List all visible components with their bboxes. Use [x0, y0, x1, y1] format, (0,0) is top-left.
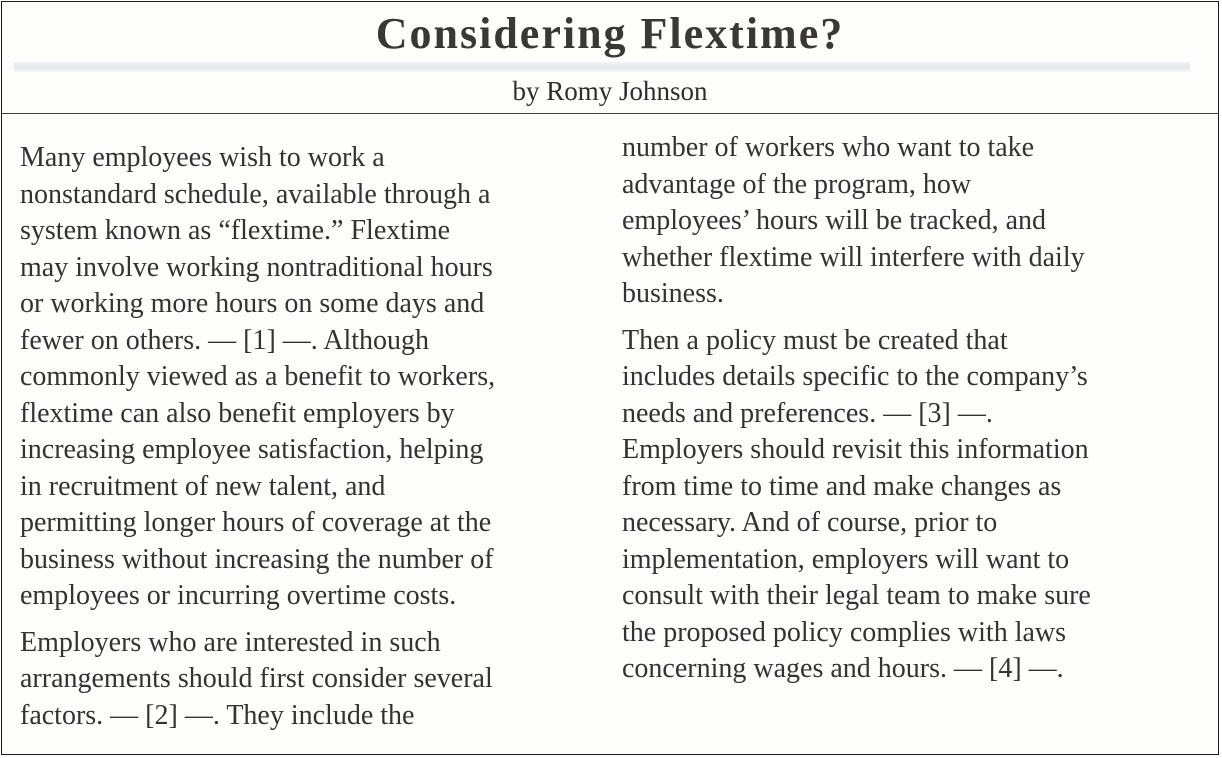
text-line: flextime can also benefit employers by [20, 397, 455, 429]
text-line: or working more hours on some days and [20, 288, 485, 319]
article-title: Considering Flextime? [375, 9, 845, 58]
text-line: business. [622, 278, 724, 309]
text-line: necessary. And of course, prior to [622, 507, 998, 538]
text-line: needs and preferences. — [3] —. [622, 397, 993, 429]
text-line: employees’ hours will be tracked, and [622, 205, 1047, 236]
text-line: Employers who are interested in such [20, 626, 441, 658]
text-line: Employers should revisit this information [622, 434, 1089, 465]
paragraph-gap [622, 313, 1091, 323]
text-line: increasing employee satisfaction, helping [20, 434, 484, 465]
text-line: concerning wages and hours. — [4] —. [622, 653, 1064, 684]
title-rule [14, 62, 1190, 72]
left-column [20, 140, 495, 734]
paragraph-employers-continued [622, 130, 1091, 313]
text-line: nonstandard schedule, available through a [20, 178, 491, 210]
text-line: Many employees wish to work a [20, 142, 385, 173]
text-line: the proposed policy complies with laws [622, 616, 1067, 648]
text-line: consult with their legal team to make sure [622, 580, 1091, 611]
text-line: in recruitment of new talent, and [20, 470, 386, 502]
header-divider [2, 113, 1218, 114]
text-line: fewer on others. — [1] —. Although [20, 324, 430, 356]
paragraph-gap [20, 615, 495, 625]
text-line: whether flextime will interfere with daily [622, 241, 1085, 273]
text-line: business without increasing the number of [20, 543, 494, 575]
text-line: advantage of the program, how [622, 168, 972, 200]
text-line: may involve working nontraditional hours [20, 251, 493, 283]
text-line: system known as “flextime.” Flextime [20, 215, 451, 246]
text-line: implementation, employers will want to [622, 543, 1070, 575]
text-line: commonly viewed as a benefit to workers, [20, 361, 496, 392]
right-column [622, 130, 1091, 688]
text-line: includes details specific to the company’s [622, 361, 1088, 392]
text-line: from time to time and make changes as [622, 470, 1062, 502]
text-line: arrangements should first consider several [20, 663, 493, 694]
paragraph-employers [20, 625, 495, 735]
text-line: employees or incurring overtime costs. [20, 580, 457, 611]
text-line: permitting longer hours of coverage at the [20, 507, 492, 538]
article-byline: by Romy Johnson [512, 76, 708, 106]
paragraph-intro [20, 140, 495, 615]
text-line: number of workers who want to take [622, 132, 1035, 163]
article-frame [1, 1, 1219, 755]
text-line: factors. — [2] —. They include the [20, 699, 415, 731]
paragraph-policy [622, 323, 1091, 688]
text-line: Then a policy must be created that [622, 324, 1008, 356]
